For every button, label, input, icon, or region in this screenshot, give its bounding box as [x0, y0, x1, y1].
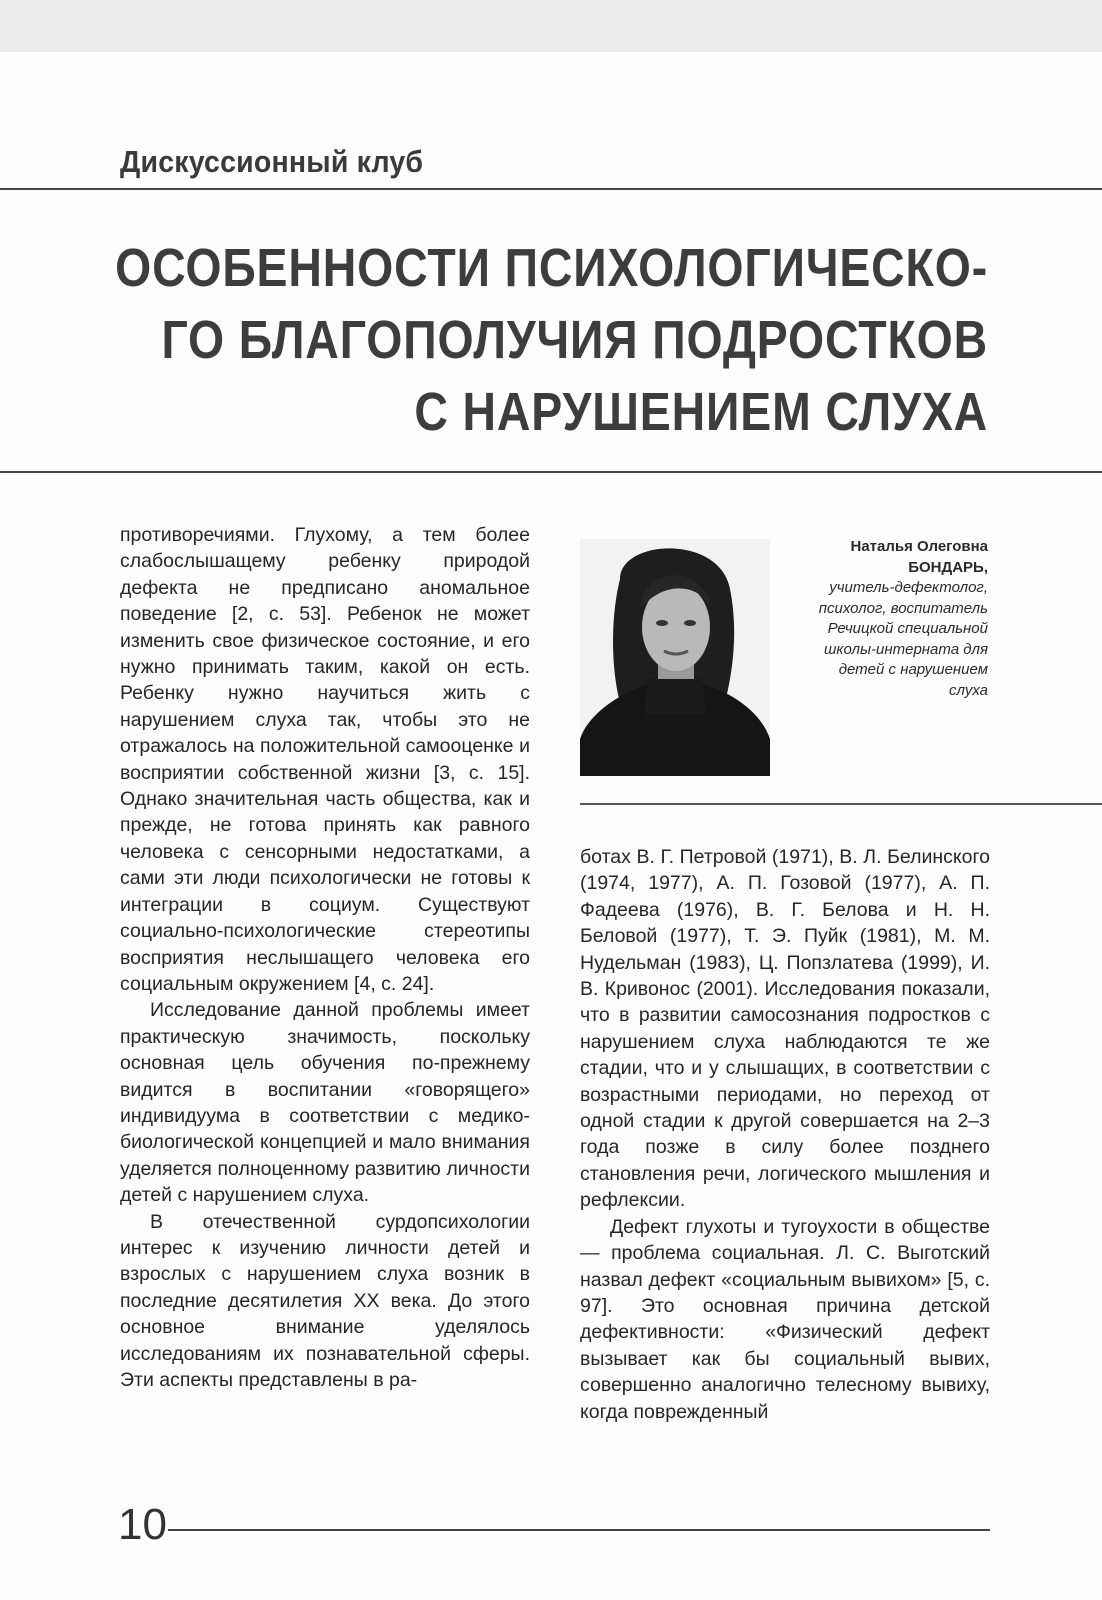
journal-page	[0, 52, 1102, 1600]
author-info	[770, 537, 988, 701]
title-divider	[0, 471, 1102, 473]
author-role-line: Речицкой специальной	[827, 620, 988, 637]
author-divider	[580, 803, 1102, 805]
author-last-name: БОНДАРЬ,	[908, 558, 988, 576]
paragraph: В отечественной сурдопсихологии интерес к изучению личности детей и взрослых с нарушением слуха возник в последние десятилетия XX века. До этого основное внимание уделялось исследованиям их познавательной сферы. Эти аспекты представлены в ра-	[120, 1210, 530, 1391]
page-number: 10	[118, 1500, 167, 1549]
section-rubric: Дискуссионный клуб	[120, 144, 424, 179]
author-photo	[580, 539, 770, 776]
header-divider	[0, 188, 1102, 190]
right-text-column	[580, 844, 990, 1425]
article-title	[115, 232, 988, 448]
left-text-column	[120, 522, 530, 1393]
paragraph: ботах В. Г. Петровой (1971), В. Л. Белинского (1974, 1977), А. П. Гозовой (1977), А. П. Фадеева (1976), В. Г. Белова и Н. Н. Беловой (1977), Т. Э. Пуйк (1981), М. М. Нудельман (1983), Ц. Попзлатева (1999), И. В. Кривонос (2001). Исследования показали, что в развитии самосознания подростков с нарушением слуха наблюдаются те же стадии, что и у слышащих, в соответствии с возрастными периодами, но переход от одной стадии к другой совершается на 2–3 года позже в силу более позднего становления речи, логического мышления и рефлексии.	[580, 846, 990, 1212]
author-role-line: учитель-дефектолог,	[829, 579, 988, 596]
paragraph: Дефект глухоты и тугоухости в обществе — проблема социальная. Л. С. Выготский назвал дефект «социальным вывихом» [5, с. 97]. Это основная причина детской дефективности: «Физический дефект вызывает как бы социальный вывих, совершенно аналогично телесному вывиху, когда поврежденный	[580, 1215, 990, 1423]
title-line: ГО БЛАГОПОЛУЧИЯ ПОДРОСТКОВ	[161, 310, 988, 370]
footer-divider	[168, 1529, 990, 1531]
title-line: ОСОБЕННОСТИ ПСИХОЛОГИЧЕСКО-	[115, 238, 988, 298]
author-portrait-icon	[580, 539, 770, 776]
author-role-line: детей с нарушением	[838, 661, 988, 678]
paragraph: Исследование данной проблемы имеет практическую значимость, поскольку основная цель обучения по-прежнему видится в воспитании «говорящего» индивидуума в соответствии с медико-биологической концепцией и мало внимания уделяется полноценному развитию личности детей с нарушением слуха.	[120, 999, 530, 1207]
title-line: С НАРУШЕНИЕМ СЛУХА	[414, 382, 988, 442]
author-first-name: Наталья Олеговна	[850, 538, 988, 555]
author-role-line: слуха	[949, 681, 988, 699]
paragraph: противоречиями. Глухому, а тем более слабослышащему ребенку природой дефекта не предписано аномальное поведение [2, с. 53]. Ребенок не может изменить свое физическое состояние, и его нужно принимать таким, какой он есть. Ребенку нужно научиться жить с нарушением слуха так, чтобы это не отражалось на положительной самооценке и восприятии собственной жизни [3, с. 15]. Однако значительная часть общества, как и прежде, не готова принять как равного человека с сенсорными недостатками, а сами эти люди психологически не готовы к интеграции в социум. Существуют социально-психологические стереотипы восприятия неслышащего человека его социальным окружением [4, с. 24].	[120, 524, 530, 995]
author-role-line: психолог, воспитатель	[818, 599, 988, 617]
author-role-line: школы-интерната для	[823, 640, 988, 658]
